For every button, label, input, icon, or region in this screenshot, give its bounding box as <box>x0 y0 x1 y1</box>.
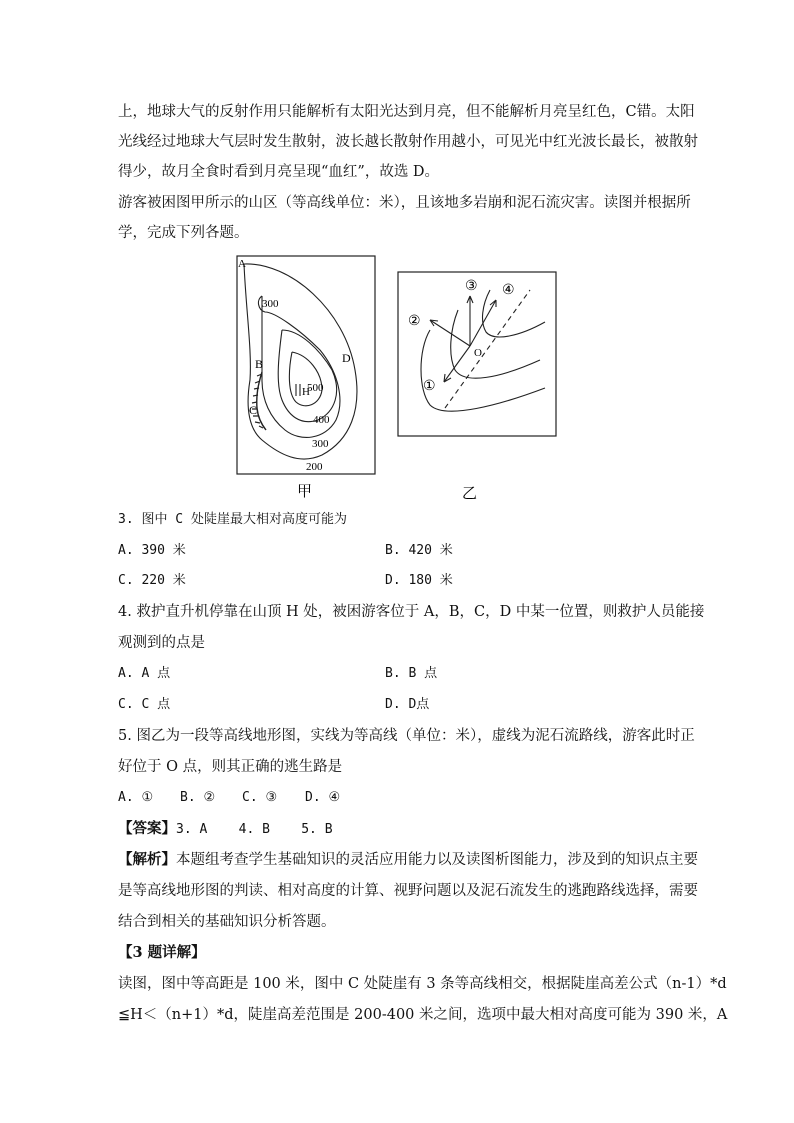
contour-yi-middle <box>451 310 540 378</box>
label-yi-2: ② <box>408 314 421 329</box>
caption-jia: 甲 <box>297 484 313 500</box>
label-a: A <box>238 258 246 270</box>
figure-yi <box>398 272 556 502</box>
q4-stem-line-1: 4. 救护直升机停靠在山顶 H 处，被困游客位于 A，B，C，D 中某一位置，则救护人员能接 <box>118 604 705 620</box>
text-line-1: 上，地球大气的反射作用只能解析有太阳光达到月亮，但不能解析月亮呈红色，C错。太阳 <box>118 104 695 120</box>
q3-option-a: A. 390 米 <box>118 543 186 558</box>
q5-stem-line-2: 好位于 O 点，则其正确的逃生路是 <box>118 759 343 775</box>
peak-h-mark <box>296 384 300 396</box>
text-line-2: 光线经过地球大气层时发生散射，波长越长散射作用越小，可见光中红光波长最长，被散射 <box>118 134 698 150</box>
label-yi-4: ④ <box>502 283 515 298</box>
caption-yi: 乙 <box>462 486 478 502</box>
q5-option-d: D. ④ <box>305 790 341 805</box>
text-line-5: 学，完成下列各题。 <box>118 225 249 241</box>
text-line-4: 游客被困图甲所示的山区（等高线单位：米），且该地多岩崩和泥石流灾害。读图并根据所 <box>118 195 691 211</box>
q3-option-b: B. 420 米 <box>385 543 453 558</box>
contour-yi-outer <box>421 330 545 411</box>
debris-flow-path <box>445 290 530 408</box>
label-c: C <box>249 403 258 417</box>
figure-jia <box>237 256 375 500</box>
analysis-line-2: 是等高线地形图的判读、相对高度的计算、视野问题以及泥石流发生的逃跑路线选择，需要 <box>118 883 698 899</box>
detail3-label: 【3 题详解】 <box>118 944 206 961</box>
q3-stem: 3. 图中 C 处陡崖最大相对高度可能为 <box>118 512 347 527</box>
q5-option-b: B. ② <box>180 790 216 805</box>
arrow-2 <box>430 320 470 346</box>
contour-label-400: 400 <box>313 414 330 426</box>
q4-option-d: D. D点 <box>385 697 430 712</box>
answer-line <box>118 819 678 840</box>
label-o: O <box>474 347 482 359</box>
q5-option-a: A. ① <box>118 790 154 805</box>
contour-400 <box>278 330 336 422</box>
detail3-line-2: ≦H＜（n+1）*d，陡崖高差范围是 200-400 米之间，选项中最大相对高度可能为 390 米，A <box>118 1007 728 1023</box>
q5-option-c: C. ③ <box>242 790 278 805</box>
arrow-4 <box>470 300 496 346</box>
figure-area <box>0 0 794 520</box>
label-yi-3: ③ <box>465 279 478 294</box>
label-h: H <box>302 386 310 398</box>
q4-option-a: A. A 点 <box>118 666 171 681</box>
q3-option-d: D. 180 米 <box>385 573 453 588</box>
text-line-3: 得少，故月全食时看到月亮呈现“血红”，故选 D。 <box>118 164 440 180</box>
analysis-text-1: 本题组考查学生基础知识的灵活应用能力以及读图析图能力，涉及到的知识点主要 <box>176 852 698 868</box>
contour-label-200: 200 <box>306 461 323 473</box>
label-yi-1: ① <box>423 379 436 394</box>
q4-option-c: C. C 点 <box>118 697 171 712</box>
contour-label-300-bottom: 300 <box>312 438 329 450</box>
detail3-line-1: 读图，图中等高距是 100 米，图中 C 处陡崖有 3 条等高线相交，根据陡崖高差公式（n-1）*d <box>118 976 727 992</box>
label-b: B <box>255 357 264 371</box>
analysis-line-3: 结合到相关的基础知识分析答题。 <box>118 914 336 930</box>
analysis-line-1 <box>118 850 698 870</box>
contour-label-500: 500 <box>307 382 324 394</box>
q5-stem-line-1: 5. 图乙为一段等高线地形图，实线为等高线（单位：米），虚线为泥石流路线，游客此时正 <box>118 728 695 744</box>
label-d: D <box>342 351 351 365</box>
q4-option-b: B. B 点 <box>385 666 438 681</box>
analysis-label: 【解析】 <box>118 851 176 868</box>
answer-label: 【答案】 <box>118 820 176 837</box>
q3-option-c: C. 220 米 <box>118 573 186 588</box>
answer-text: 3. A 4. B 5. B <box>176 822 333 837</box>
q4-stem-line-2: 观测到的点是 <box>118 635 205 651</box>
contour-label-300-top: 300 <box>262 298 279 310</box>
